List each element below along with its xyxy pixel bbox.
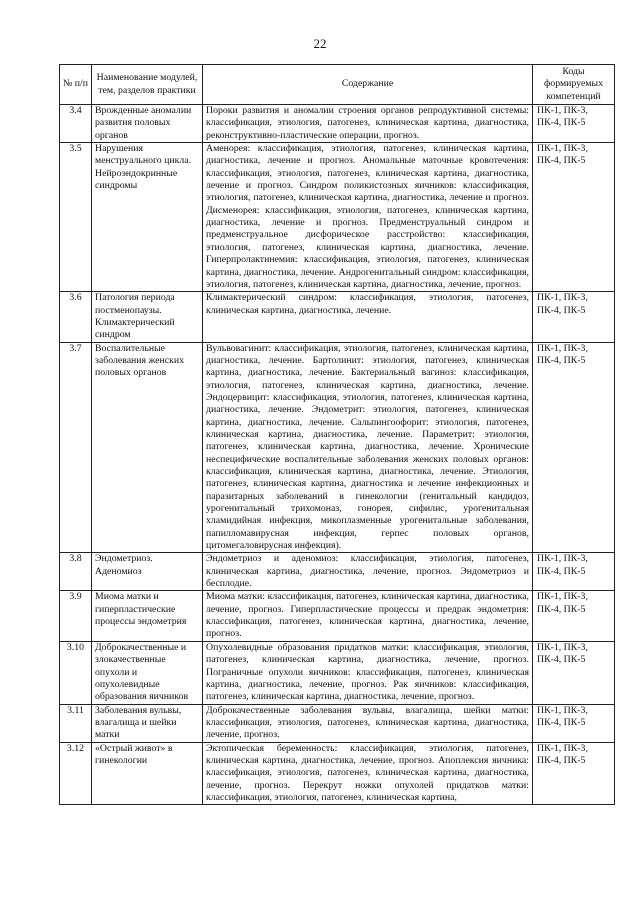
table-row — [60, 641, 615, 704]
row-num: 3.5 — [60, 143, 92, 292]
table-row — [60, 704, 615, 742]
row-num: 3.6 — [60, 292, 92, 342]
curriculum-table — [59, 64, 615, 805]
table-header-row — [60, 65, 615, 105]
header-num: № п/п — [60, 65, 92, 105]
row-content: Аменорея: классификация, этиология, патогенез, клиническая картина, диагностика, лечение и прогноз. Аномальные маточные кровотечения: классификация, этиология, патогенез, клиническая картина, диагностика, лечение и прогноз. Синдром поликистозных яичников: классификация, этиология, патогенез, клиническая картина, диагностика, лечение и прогноз. Дисменорея: классификация, этиология, патогенез, клиническая картина, диагностика, лечение и прогноз. Предменструальный синдром и предменструальное дисфорическое расстройство: классификация, этиология, патогенез, клиническая картина, диагностика, лечение. Гиперпролактинемия: классификация, этиология, патогенез, клиническая картина, диагностика, лечение. Андрогенитальный синдром: классификация, этиология, патогенез, клиническая картина, диагностика, лечение, прогноз. — [203, 143, 533, 292]
row-codes: ПК-1, ПК-3, ПК-4, ПК-5 — [533, 292, 615, 342]
row-name: Патология периода постменопаузы. Климактерический синдром — [92, 292, 203, 342]
row-num: 3.8 — [60, 553, 92, 591]
row-codes: ПК-1, ПК-3, ПК-4, ПК-5 — [533, 342, 615, 553]
row-codes: ПК-1, ПК-3, ПК-4, ПК-5 — [533, 742, 615, 805]
row-name: Миома матки и гиперпластические процессы эндометрия — [92, 591, 203, 641]
row-content: Эктопическая беременность: классификация, этиология, патогенез, клиническая картина, диагностика, лечение, прогноз. Апоплексия яичника: классификация, этиология, патогенез, клиническая картина, диагностика, лечение, прогноз. Перекрут ножки опухолей придатков матки: классификация, этиология, патогенез, клиническая картина, — [203, 742, 533, 805]
row-num: 3.11 — [60, 704, 92, 742]
row-codes: ПК-1, ПК-3, ПК-4, ПК-5 — [533, 105, 615, 143]
row-content: Эндометриоз и аденомиоз: классификация, этиология, патогенез, клиническая картина, диагностика, лечение, прогноз. Эндометриоз и бесплодие. — [203, 553, 533, 591]
row-num: 3.10 — [60, 641, 92, 704]
row-num: 3.4 — [60, 105, 92, 143]
table-row — [60, 553, 615, 591]
row-content: Опухолевидные образования придатков матки: классификация, этиология, патогенез, клиническая картина, диагностика, лечение, прогноз. Пограничные опухоли яичников: классификация, патогенез, клиническая картина, диагностика, лечение, прогноз. Рак яичников: классификация, патогенез, клиническая картина, диагностика, лечение, прогноз. — [203, 641, 533, 704]
table-row — [60, 742, 615, 805]
table-row — [60, 143, 615, 292]
row-codes: ПК-1, ПК-3, ПК-4, ПК-5 — [533, 591, 615, 641]
header-codes: Коды формируемых компетенций — [533, 65, 615, 105]
row-content: Пороки развития и аномалии строения органов репродуктивной системы: классификация, этиология, патогенез, клиническая картина, диагностика, реконструктивно-пластические операции, прогноз. — [203, 105, 533, 143]
table-row — [60, 105, 615, 143]
row-name: «Острый живот» в гинекологии — [92, 742, 203, 805]
header-name: Наименование модулей, тем, разделов практики — [92, 65, 203, 105]
row-name: Нарушения менструального цикла. Нейроэндокринные синдромы — [92, 143, 203, 292]
page-number: 22 — [313, 36, 327, 51]
row-num: 3.12 — [60, 742, 92, 805]
row-content: Вульвовагинит: классификация, этиология, патогенез, клиническая картина, диагностика, лечение. Бартолинит: этиология, патогенез, клиническая картина, диагностика, лечение. Бактериальный вагиноз: классификация, этиология, патогенез, клиническая картина, диагностика, лечение. Эндоцервицит: классификация, этиология, патогенез, клиническая картина, диагностика, лечение. Эндометрит: этиология, патогенез, клиническая картина, диагностика, лечение. Сальпингоофорит: этиология, патогенез, клиническая картина, диагностика, лечение. Параметрит: этиология, патогенез, клиническая картина, диагностика, лечение. Хронические неспецифические воспалительные заболевания женских половых органов: классификация, клиническая картина, диагностика, лечение. Этиология, патогенез, клиническая картина, диагностика и лечение инфекционных и паразитарных заболеваний в гинекологии (генитальный кандидоз, урогенитальный трихомоназ, гонорея, сифилис, урогенитальная хламидийная инфекция, микоплазменные урогенитальные заболевания, папилломавирусная инфекция, герпес половых органов, цитомегаловирусная инфекция). — [203, 342, 533, 553]
table-row — [60, 342, 615, 553]
row-content: Доброкачественные заболевания вульвы, влагалища, шейки матки: классификация, этиология, патогенез, клиническая картина, диагностика, лечение, прогноз. — [203, 704, 533, 742]
row-name: Доброкачественные и злокачественные опухоли и опухолевидные образования яичников — [92, 641, 203, 704]
row-codes: ПК-1, ПК-3, ПК-4, ПК-5 — [533, 641, 615, 704]
row-codes: ПК-1, ПК-3, ПК-4, ПК-5 — [533, 553, 615, 591]
table-row — [60, 591, 615, 641]
row-num: 3.9 — [60, 591, 92, 641]
row-name: Эндометриоз. Аденомиоз — [92, 553, 203, 591]
header-content: Содержание — [203, 65, 533, 105]
row-codes: ПК-1, ПК-3, ПК-4, ПК-5 — [533, 704, 615, 742]
row-codes: ПК-1, ПК-3, ПК-4, ПК-5 — [533, 143, 615, 292]
row-name: Врожденные аномалии развития половых органов — [92, 105, 203, 143]
table-row — [60, 292, 615, 342]
row-name: Заболевания вульвы, влагалища и шейки матки — [92, 704, 203, 742]
row-content: Климактерический синдром: классификация, этиология, патогенез, клиническая картина, диагностика, лечение. — [203, 292, 533, 342]
row-num: 3.7 — [60, 342, 92, 553]
row-content: Миома матки: классификация, патогенез, клиническая картина, диагностика, лечение, прогноз. Гиперпластические процессы и предрак эндометрия: классификация, патогенез, клиническая картина, диагностика, лечение, прогноз. — [203, 591, 533, 641]
row-name: Воспалительные заболевания женских половых органов — [92, 342, 203, 553]
